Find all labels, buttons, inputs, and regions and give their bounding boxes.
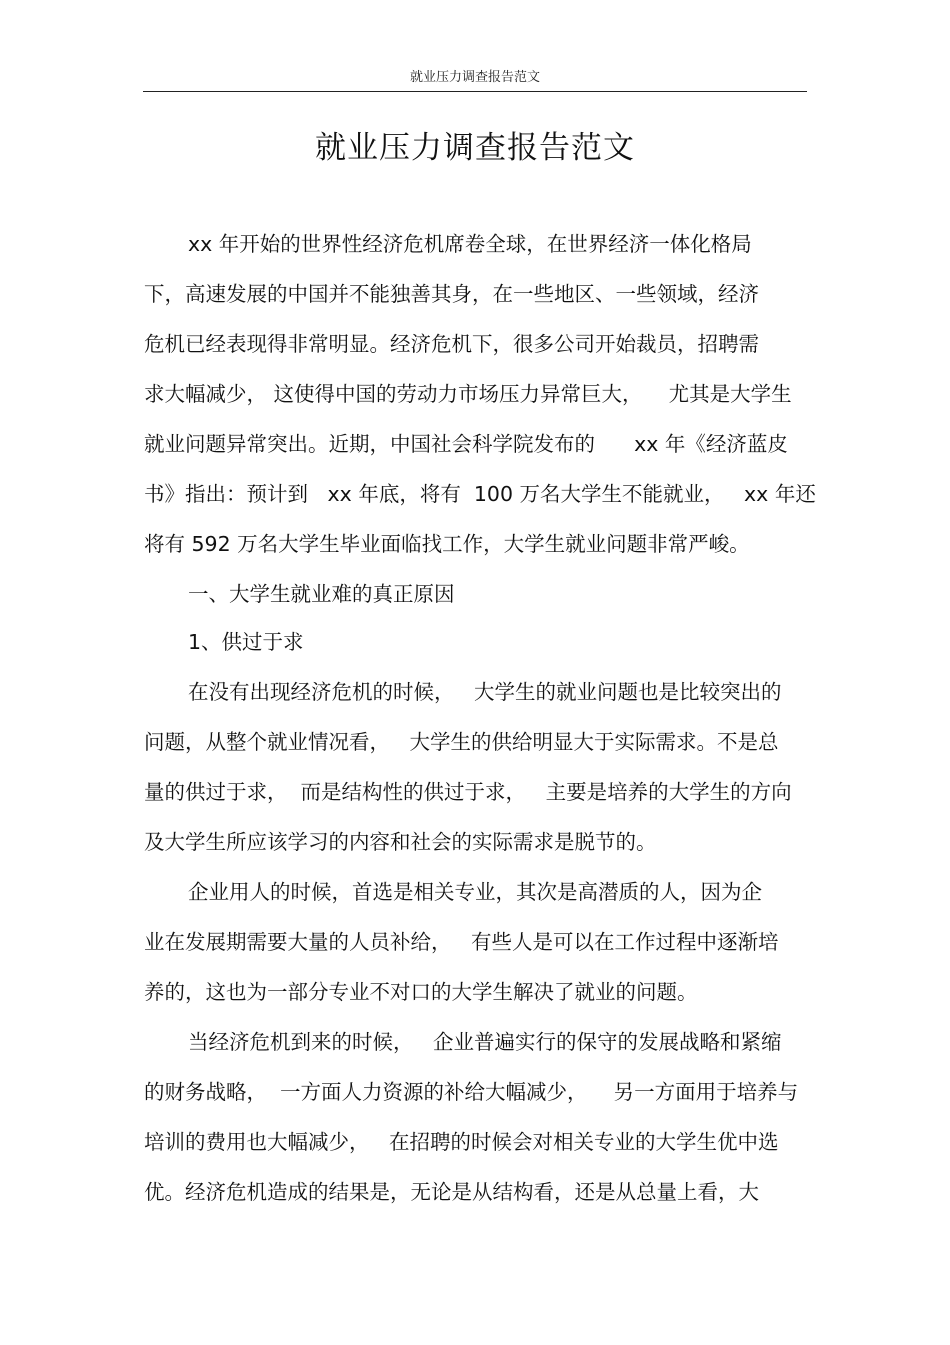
- body-line: 量的供过于求， 而是结构性的供过于求， 主要是培养的大学生的方向: [144, 780, 792, 804]
- body-line: 当经济危机到来的时候， 企业普遍实行的保守的发展战略和紧缩: [188, 1030, 782, 1054]
- body-line: 养的，这也为一部分专业不对口的大学生解决了就业的问题。: [144, 980, 698, 1004]
- body-line: 求大幅减少， 这使得中国的劳动力市场压力异常巨大， 尤其是大学生: [144, 382, 792, 406]
- body-line: 培训的费用也大幅减少， 在招聘的时候会对相关专业的大学生优中选: [144, 1130, 779, 1154]
- body-line: 问题，从整个就业情况看， 大学生的供给明显大于实际需求。不是总: [144, 730, 779, 754]
- body-line: 企业用人的时候，首选是相关专业，其次是高潜质的人，因为企: [188, 880, 762, 904]
- body-line: 优。经济危机造成的结果是，无论是从结构看，还是从总量上看，大: [144, 1180, 759, 1204]
- body-line: 业在发展期需要大量的人员补给， 有些人是可以在工作过程中逐渐培: [144, 930, 779, 954]
- body-line: 在没有出现经济危机的时候， 大学生的就业问题也是比较突出的: [188, 680, 782, 704]
- header-divider: [143, 91, 807, 92]
- document-title: 就业压力调查报告范文: [315, 130, 635, 166]
- body-line: 的财务战略， 一方面人力资源的补给大幅减少， 另一方面用于培养与: [144, 1080, 799, 1104]
- section-heading: 一、大学生就业难的真正原因: [188, 582, 455, 606]
- body-line: xx 年开始的世界性经济危机席卷全球，在世界经济一体化格局: [188, 232, 752, 256]
- body-line: 危机已经表现得非常明显。经济危机下，很多公司开始裁员，招聘需: [144, 332, 759, 356]
- subsection-heading: 1、供过于求: [188, 630, 304, 654]
- body-line: 及大学生所应该学习的内容和社会的实际需求是脱节的。: [144, 830, 657, 854]
- body-line: 就业问题异常突出。近期，中国社会科学院发布的 xx 年《经济蓝皮: [144, 432, 788, 456]
- body-line: 下，高速发展的中国并不能独善其身，在一些地区、一些领域，经济: [144, 282, 759, 306]
- body-line: 书》指出：预计到 xx 年底，将有 100 万名大学生不能就业， xx 年还: [144, 482, 816, 506]
- body-line: 将有 592 万名大学生毕业面临找工作，大学生就业问题非常严峻。: [144, 532, 750, 556]
- running-header-title: 就业压力调查报告范文: [409, 70, 540, 85]
